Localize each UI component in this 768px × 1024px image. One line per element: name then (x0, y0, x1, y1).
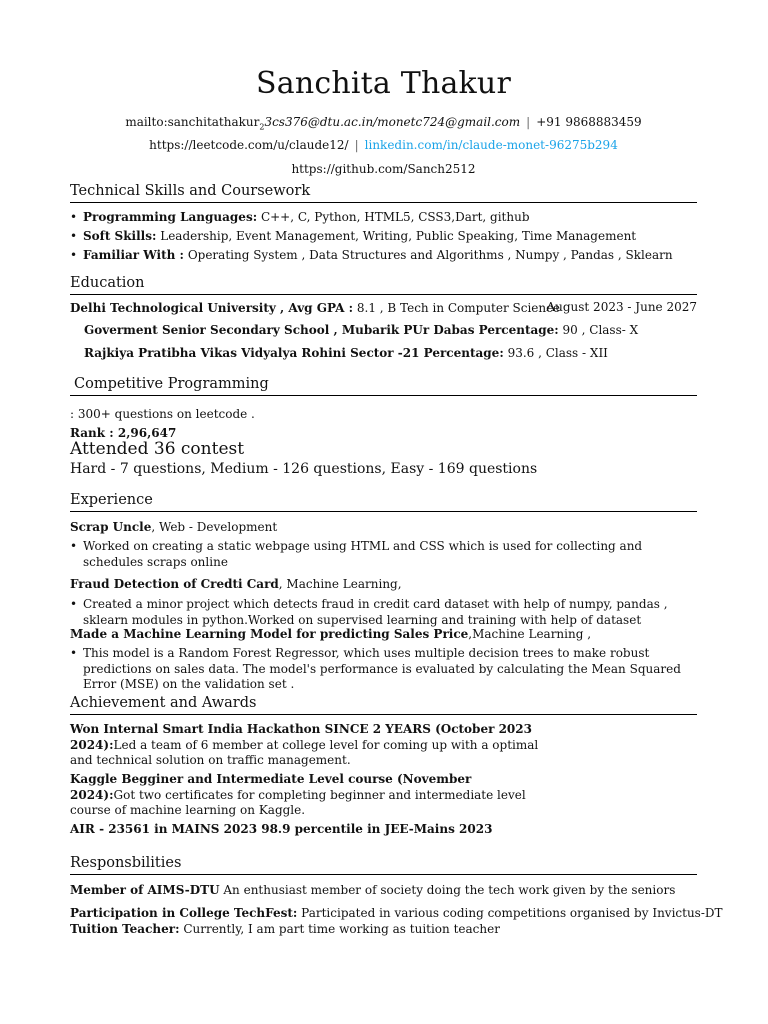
skill-text: Operating System , Data Structures and Algorithms , Numpy , Pandas , Sklearn (184, 248, 673, 262)
education-date: August 2023 - June 2027 (546, 300, 697, 314)
separator: | (526, 115, 531, 129)
award-item (70, 722, 540, 769)
contact-line-github (70, 162, 697, 176)
cp-heading: Competitive Programming (70, 376, 697, 396)
experience-name: Scrap Uncle (70, 520, 152, 534)
separator: | (354, 138, 359, 152)
bullet-dot: • (70, 210, 78, 224)
education-text: 8.1 , B Tech in Computer Science (353, 301, 560, 315)
responsibility-text: Currently, I am part time working as tuition teacher (179, 922, 500, 936)
experience-role: , Machine Learning, (278, 577, 402, 591)
awards-heading: Achievement and Awards (70, 695, 697, 715)
leetcode-link[interactable]: https://leetcode.com/u/claude12/ (149, 138, 349, 152)
bullet-dot: • (70, 597, 78, 611)
responsibility-item (70, 906, 723, 922)
experience-bullet-text: Worked on creating a static webpage using HTML and CSS which is used for collecting and schedules scraps online (83, 539, 643, 569)
email-sub: 2 (259, 122, 265, 132)
github-link[interactable]: https://github.com/Sanch2512 (291, 162, 476, 176)
cp-questions: : 300+ questions on leetcode . (70, 407, 255, 421)
candidate-name: Sanchita Thakur (255, 66, 511, 101)
education-row (70, 301, 560, 317)
bullet-dot: • (70, 646, 78, 660)
skill-label: Programming Languages: (83, 210, 258, 224)
experience-bullet-text: This model is a Random Forest Regressor, which uses multiple decision trees to make robust predictions on sales data. The model's performance is evaluated by calculating the Mean Squared Error (MSE) on the validation set . (83, 646, 681, 691)
experience-role: ,Machine Learning , (468, 627, 592, 641)
experience-title (70, 577, 402, 593)
email-rest[interactable]: 3cs376@dtu.ac.in/monetc724@gmail.com (264, 115, 521, 129)
phone: +91 9868883459 (536, 115, 642, 129)
cp-contests: Attended 36 contest (70, 439, 245, 459)
experience-title (70, 520, 277, 536)
email-prefix[interactable]: mailto:sanchitathakur (125, 115, 260, 129)
award-title: Kaggle Begginer and Intermediate Level course (November 2024): (70, 772, 472, 802)
skills-heading: Technical Skills and Coursework (70, 183, 697, 203)
responsibility-label: Member of AIMS-DTU (70, 883, 220, 897)
education-label: Rajkiya Pratibha Vikas Vidyalya Rohini Sector -21 Percentage: (84, 346, 504, 360)
skill-text: C++, C, Python, HTML5, CSS3,Dart, github (257, 210, 530, 224)
education-row (84, 323, 638, 339)
skill-label: Familiar With : (83, 248, 184, 262)
bullet-dot: • (70, 248, 78, 262)
experience-title (70, 627, 591, 643)
skill-label: Soft Skills: (83, 229, 157, 243)
education-label: Goverment Senior Secondary School , Mubarik PUr Dabas Percentage: (84, 323, 559, 337)
education-label: Delhi Technological University , Avg GPA : (70, 301, 354, 315)
skill-text: Leadership, Event Management, Writing, Public Speaking, Time Management (156, 229, 637, 243)
responsibility-label: Participation in College TechFest: (70, 906, 298, 920)
linkedin-link[interactable]: linkedin.com/in/claude-monet-96275b294 (364, 138, 618, 152)
cp-rank: Rank : 2,96,647 (70, 426, 177, 440)
award-title: Won Internal Smart India Hackathon SINCE 2 YEARS (October 2023 2024): (70, 722, 532, 752)
responsibility-text: Participated in various coding competitions organised by Invictus-DT (297, 906, 723, 920)
bullet-dot: • (70, 539, 78, 553)
contact-line-links (70, 138, 697, 152)
education-text: 93.6 , Class - XII (503, 346, 608, 360)
responsibility-label: Tuition Teacher: (70, 922, 180, 936)
award-text: Got two certificates for completing beginner and intermediate level course of machine learning on Kaggle. (70, 787, 526, 817)
resume-page (70, 0, 723, 1024)
experience-role: , Web - Development (151, 520, 278, 534)
experience-name: Fraud Detection of Credti Card (70, 577, 279, 591)
education-heading: Education (70, 275, 697, 295)
experience-name: Made a Machine Learning Model for predicting Sales Price (70, 627, 469, 641)
education-text: 90 , Class- X (558, 323, 639, 337)
award-item (70, 772, 540, 819)
contact-line-email (70, 115, 697, 131)
award-text: Led a team of 6 member at college level for coming up with a optimal and technical solution on traffic management. (70, 737, 539, 767)
award-item: AIR - 23561 in MAINS 2023 98.9 percentile in JEE-Mains 2023 (70, 822, 493, 836)
responsibilities-heading: Responsbilities (70, 855, 697, 875)
responsibility-item (70, 922, 500, 938)
experience-bullet-text: Created a minor project which detects fraud in credit card dataset with help of numpy, pandas , sklearn modules in python.Worked on supervised learning and training with help of dataset (83, 597, 668, 627)
cp-breakdown: Hard - 7 questions, Medium - 126 questions, Easy - 169 questions (70, 461, 538, 477)
responsibility-text: An enthusiast member of society doing the tech work given by the seniors (219, 883, 676, 897)
experience-heading: Experience (70, 492, 697, 512)
bullet-dot: • (70, 229, 78, 243)
education-row (84, 346, 608, 362)
responsibility-item (70, 883, 675, 899)
